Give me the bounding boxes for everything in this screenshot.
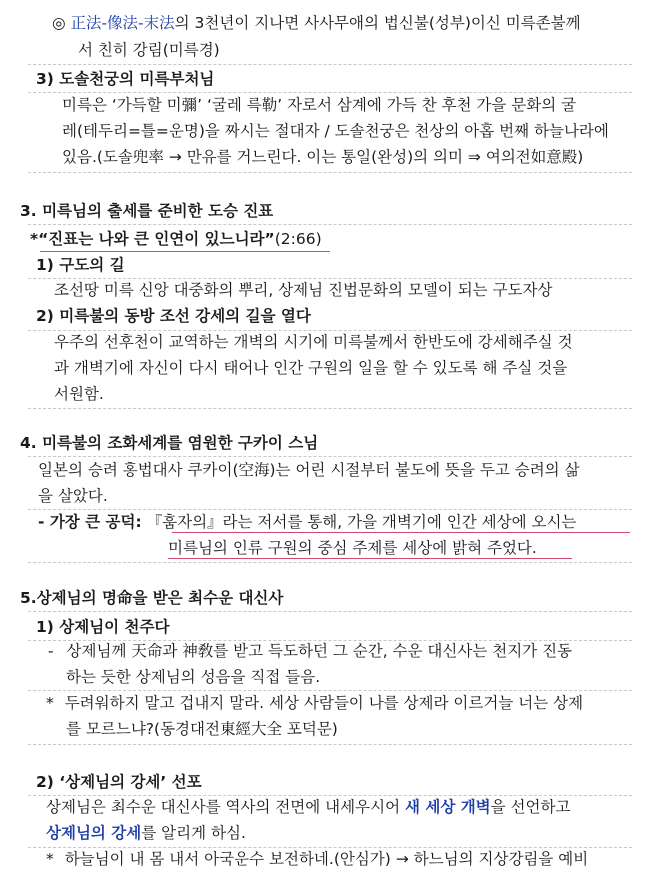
dongkyung-quote-line-1: [46, 690, 583, 716]
revelation-item-line-1: [48, 638, 572, 664]
kukai-paragraph-line-2: 을 살았다.: [38, 487, 108, 505]
divider: [28, 611, 632, 612]
section-3-title: 3. 미륵님의 출세를 준비한 도승 진표: [20, 202, 274, 220]
heading-eastern-joseon-advent: 2) 미륵불의 동방 조선 강세의 길을 열다: [36, 307, 311, 325]
quote-text: “진표는 나와 큰 인연이 있느니라”: [38, 230, 275, 248]
highlight-sangjenim-advent: 상제님의 강세: [46, 824, 142, 842]
divider: [28, 744, 632, 745]
asterisk-mark-icon: *: [46, 694, 54, 712]
divider: [28, 224, 632, 225]
dongkyung-quote-line-2: 를 모르느냐?(동경대전東經大全 포덕문): [66, 720, 338, 738]
merit-label: - 가장 큰 공덕:: [38, 513, 142, 531]
asterisk-mark-icon: *: [30, 230, 39, 248]
proclamation-line-2: [46, 820, 246, 846]
maitreya-paragraph-line-2: 레(테두리=틀=운명)을 짜시는 절대자 / 도솔천궁은 천상의 아홉 번째 하늘나라에: [62, 122, 609, 140]
revelation-item-line-2: 하는 듯한 상제님의 성음을 직접 들음.: [66, 668, 321, 686]
section-5-title: 5.상제님의 명命을 받은 최수운 대신사: [20, 589, 284, 607]
era-terms: 正法-像法-末法: [70, 14, 175, 32]
asterisk-mark-icon: *: [46, 850, 54, 868]
proclamation-text-tail: 를 알리게 하심.: [141, 824, 246, 842]
era-note-line-1: [52, 10, 581, 36]
revelation-text: 상제님께 天命과 神敎를 받고 득도하던 그 순간, 수운 대신사는 천지가 진동: [66, 642, 573, 660]
dash-mark-icon: -: [48, 642, 54, 660]
kukai-paragraph-line-1: 일본의 승려 홍법대사 쿠카이(空海)는 어린 시절부터 불도에 뜻을 두고 승려의 삶: [38, 461, 580, 479]
proclamation-line-1: [46, 794, 570, 820]
merit-underline-2: [168, 558, 572, 559]
greatest-merit-line-2: 미륵님의 인류 구원의 중심 주제를 세상에 밝혀 주었다.: [168, 539, 537, 557]
merit-text: 『훔자의』라는 저서를 통해, 가을 개벽기에 인간 세상에 오시는: [146, 513, 577, 531]
proclamation-text: 상제님은 최수운 대신사를 역사의 전면에 내세우시어: [46, 798, 405, 816]
ansimga-quote: [46, 846, 588, 872]
circle-mark-icon: ◎: [52, 14, 66, 32]
heading-tusita-maitreya: 3) 도솔천궁의 미륵부처님: [36, 70, 215, 88]
divider: [28, 172, 632, 173]
advent-paragraph-line-3: 서원함.: [54, 385, 104, 403]
merit-underline-1: [172, 532, 630, 533]
quote-reference: (2:66): [274, 230, 322, 248]
section-4-title: 4. 미륵불의 조화세계를 염원한 구카이 스님: [20, 434, 319, 452]
era-note-text: 의 3천년이 지나면 사사무애의 법신불(성부)이신 미륵존불께: [174, 14, 581, 32]
jinpyo-quote: [30, 226, 322, 252]
proclamation-text-end: 을 선언하고: [490, 798, 571, 816]
divider: [28, 562, 632, 563]
ansimga-text: 하늘님이 내 몸 내서 아국운수 보전하네.(안심가) → 하느님의 지상강림을 예비: [64, 850, 589, 868]
divider: [28, 408, 632, 409]
divider: [28, 64, 632, 65]
maitreya-paragraph-line-1: 미륵은 ‘가득할 미彌’ ‘굴레 륵勒’ 자로서 삼계에 가득 찬 후천 가을 문화의 굴: [62, 96, 577, 114]
heading-sangjenim-is-cheonju: 1) 상제님이 천주다: [36, 618, 170, 636]
heading-advent-proclamation: 2) ‘상제님의 강세’ 선포: [36, 773, 202, 791]
highlight-new-world-gaebyeok: 새 세상 개벽: [404, 798, 491, 816]
maitreya-paragraph-line-3: 있음.(도솔兜率 → 만유를 거느린다. 이는 통일(완성)의 의미 ⇒ 여의전如意殿): [62, 148, 584, 166]
seeker-paragraph: 조선땅 미륵 신앙 대중화의 뿌리, 상제님 진법문화의 모델이 되는 구도자상: [54, 281, 553, 299]
advent-paragraph-line-2: 과 개벽기에 자신이 다시 태어나 인간 구원의 일을 할 수 있도록 해 주실 것을: [54, 359, 568, 377]
advent-paragraph-line-1: 우주의 선후천이 교역하는 개벽의 시기에 미륵불께서 한반도에 강세해주실 것: [54, 333, 573, 351]
era-note-line-2: 서 친히 강림(미륵경): [78, 41, 220, 59]
dongkyung-quote-text: 두려워하지 말고 겁내지 말라. 세상 사람들이 나를 상제라 이르거늘 너는 상제: [64, 694, 584, 712]
heading-path-of-seeking: 1) 구도의 길: [36, 256, 125, 274]
